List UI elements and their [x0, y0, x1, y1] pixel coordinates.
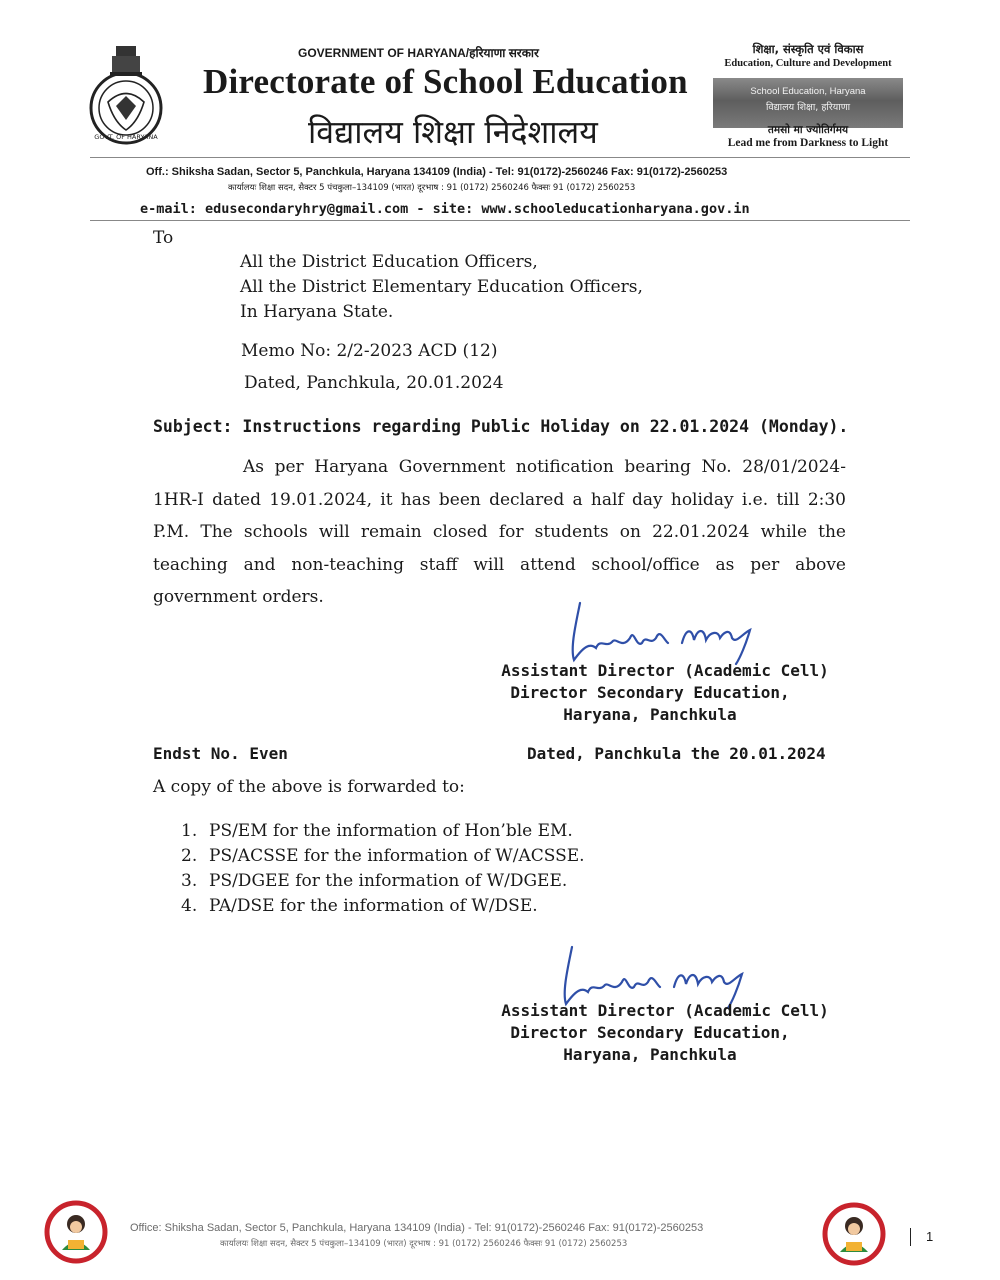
haryana-emblem-icon	[88, 40, 164, 150]
list-item-text: PA/DSE for the information of W/DSE.	[209, 896, 538, 916]
gov-line: GOVERNMENT OF HARYANA/हरियाणा सरकार	[298, 46, 539, 60]
motto-english-top: Education, Culture and Development	[724, 58, 892, 69]
footer-address: Office: Shiksha Sadan, Sector 5, Panchkula, Haryana 134109 (India) - Tel: 91(0172)-2560246 Fax: 91(0172)-2560253	[130, 1222, 704, 1234]
forward-intro: A copy of the above is forwarded to:	[153, 777, 465, 797]
list-item: 2. PS/ACSSE for the information of W/ACSSE.	[181, 846, 585, 866]
directorate-title-hindi: विद्यालय शिक्षा निदेशालय	[308, 113, 598, 151]
recipient-line: All the District Elementary Education Officers,	[240, 277, 643, 297]
recipients	[240, 250, 643, 325]
band-english: School Education, Haryana	[750, 86, 866, 97]
band-hindi: विद्यालय शिक्षा, हरियाणा	[765, 102, 851, 113]
subject-line: Subject: Instructions regarding Public Holiday on 22.01.2024 (Monday).	[153, 417, 849, 436]
list-item: 4. PA/DSE for the information of W/DSE.	[181, 896, 538, 916]
memo-number: Memo No: 2/2-2023 ACD (12)	[241, 341, 498, 361]
signatory-title: Assistant Director (Academic Cell)	[501, 1001, 829, 1020]
recipient-line: All the District Education Officers,	[240, 252, 538, 272]
signatory-office: Director Secondary Education,	[510, 1023, 790, 1042]
memo-date: Dated, Panchkula, 20.01.2024	[244, 373, 504, 393]
list-item-text: PS/EM for the information of Hon’ble EM.	[209, 821, 573, 841]
body-paragraph: As per Haryana Government notification bearing No. 28/01/2024-1HR-I dated 19.01.2024, it has been declared a half day holiday i.e. till 2:30 P.M. The schools will remain closed for students on 22.01.2024 while the teaching and non-teaching staff will attend school/office as per above government orders.	[153, 457, 846, 607]
endorsement-number: Endst No. Even	[153, 744, 288, 763]
email-site-line: e-mail: edusecondaryhry@gmail.com - site: www.schooleducationharyana.gov.in	[140, 201, 750, 217]
recipient-line: In Haryana State.	[240, 302, 394, 322]
signatory-location: Haryana, Panchkula	[563, 705, 737, 724]
signature-block	[460, 1000, 840, 1066]
list-item-text: PS/DGEE for the information of W/DGEE.	[209, 871, 568, 891]
forward-list	[181, 819, 585, 919]
signatory-office: Director Secondary Education,	[510, 683, 790, 702]
to-label: To	[153, 228, 174, 248]
header-rule-1	[90, 157, 910, 158]
school-education-band	[713, 78, 903, 128]
signatory-title: Assistant Director (Academic Cell)	[501, 661, 829, 680]
page-number: 1	[926, 1229, 934, 1244]
office-address-hindi: कार्यालयः शिक्षा सदन, सैक्टर 5 पंचकुला–134109 (भारत) दूरभाष : 91 (0172) 2560246 फैक्सः 91 (0172) 2560253	[228, 183, 636, 193]
seal-text: GOVT. OF HARYANA	[94, 133, 158, 141]
page-divider	[910, 1228, 911, 1246]
letterhead	[0, 0, 1000, 222]
motto-box	[713, 42, 903, 150]
directorate-title: Directorate of School Education	[203, 62, 688, 101]
signature-icon	[560, 598, 760, 668]
motto-hindi: तमसो मा ज्योतिर्गमय	[767, 124, 849, 136]
footer-address-hindi: कार्यालयः शिक्षा सदन, सैक्टर 5 पंचकुला–134109 (भारत) दूरभाष : 91 (0172) 2560246 फैक्सः 91 (0172) 2560253	[220, 1239, 628, 1249]
beti-bachao-logo-icon	[44, 1200, 108, 1264]
motto-english: Lead me from Darkness to Light	[727, 137, 889, 149]
beti-bachao-logo-icon	[822, 1202, 886, 1266]
list-item: 3. PS/DGEE for the information of W/DGEE.	[181, 871, 568, 891]
office-address: Off.: Shiksha Sadan, Sector 5, Panchkula, Haryana 134109 (India) - Tel: 91(0172)-2560246 Fax: 91(0172)-2560253	[146, 166, 728, 178]
header-rule-2	[90, 220, 910, 221]
signature-block	[460, 660, 840, 726]
list-item: 1. PS/EM for the information of Hon’ble EM.	[181, 821, 573, 841]
motto-hindi-top: शिक्षा, संस्कृति एवं विकास	[752, 42, 864, 56]
signatory-location: Haryana, Panchkula	[563, 1045, 737, 1064]
endorsement-date: Dated, Panchkula the 20.01.2024	[527, 744, 826, 763]
list-item-text: PS/ACSSE for the information of W/ACSSE.	[209, 846, 585, 866]
